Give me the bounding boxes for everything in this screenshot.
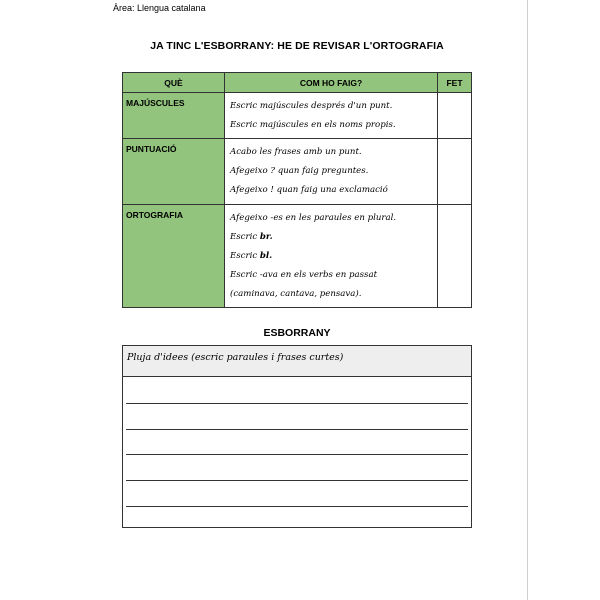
letter-group-br: br. [259, 232, 273, 242]
table-header-row [123, 73, 472, 93]
instruction-line: (caminava, cantava, pensava). [230, 289, 362, 299]
letter-group-bl: bl. [259, 251, 273, 261]
instructions-puntuacio [225, 139, 438, 205]
instruction-line: Afegeixo -es en les paraules en plural. [230, 213, 397, 223]
done-checkbox-ortografia[interactable] [438, 205, 472, 308]
instruction-line: Escric majúscules en els noms propis. [230, 120, 396, 130]
draft-box [122, 345, 472, 528]
brainstorm-heading: Pluja d'idees (escric paraules i frases curtes) [123, 346, 471, 377]
instructions-majuscules [225, 93, 438, 139]
subject-area-label: Àrea: Llengua catalana [113, 3, 206, 13]
done-checkbox-majuscules[interactable] [438, 93, 472, 139]
done-checkbox-puntuacio[interactable] [438, 139, 472, 205]
instruction-line [230, 228, 432, 247]
instruction-line [230, 247, 432, 266]
writing-line[interactable] [126, 480, 468, 481]
column-header-done: FET [438, 73, 472, 93]
table-row-ortografia [123, 205, 472, 308]
instruction-text: Escric [230, 232, 258, 242]
table-row-puntuacio [123, 139, 472, 205]
writing-line[interactable] [126, 506, 468, 507]
table-row-majuscules [123, 93, 472, 139]
category-puntuacio: PUNTUACIÓ [123, 139, 225, 205]
revision-checklist-table [122, 72, 472, 308]
draft-section-title: ESBORRANY [263, 327, 331, 339]
instruction-line: Escric majúscules després d'un punt. [230, 101, 393, 111]
writing-line[interactable] [126, 429, 468, 430]
writing-line[interactable] [126, 403, 468, 404]
instruction-line: Escric -ava en els verbs en passat [230, 270, 378, 280]
instruction-line: Afegeixo ? quan faig preguntes. [230, 166, 369, 176]
instructions-ortografia [225, 205, 438, 308]
column-header-what: QUÈ [123, 73, 225, 93]
category-majuscules: MAJÚSCULES [123, 93, 225, 139]
instruction-line: Acabo les frases amb un punt. [230, 147, 362, 157]
writing-line[interactable] [126, 454, 468, 455]
category-ortografia: ORTOGRAFIA [123, 205, 225, 308]
column-header-how: COM HO FAIG? [225, 73, 438, 93]
instruction-line: Afegeixo ! quan faig una exclamació [230, 185, 388, 195]
instruction-text: Escric [230, 251, 258, 261]
page-title: JA TINC L'ESBORRANY: HE DE REVISAR L'ORTOGRAFIA [150, 40, 444, 52]
